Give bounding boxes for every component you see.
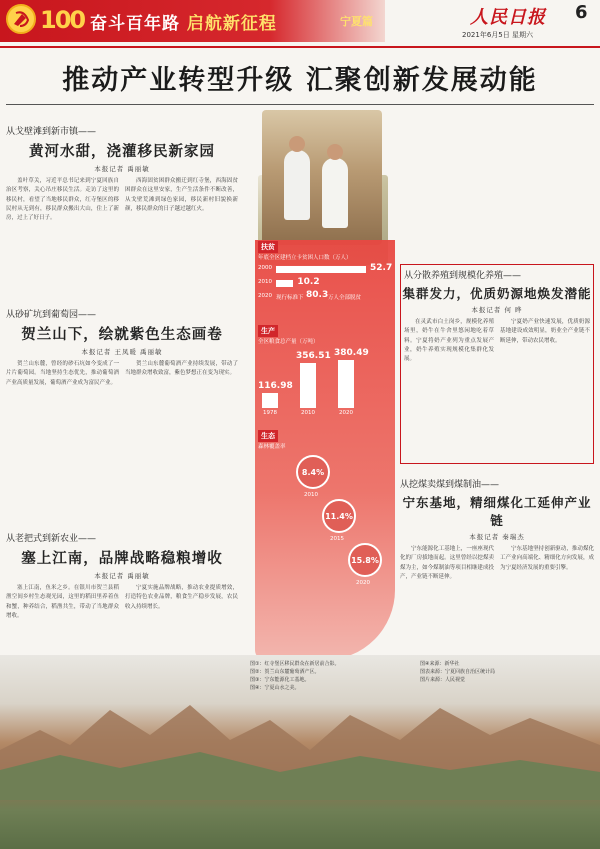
article-title: 集群发力，优质奶源地焕发潜能 xyxy=(402,286,592,301)
poverty-year-label: 2020 xyxy=(258,293,272,299)
infographic-band xyxy=(255,240,395,660)
forest-year-label: 2020 xyxy=(356,580,370,586)
forest-year-label: 2010 xyxy=(304,492,318,498)
article-kicker: 从分散养殖到规模化养殖—— xyxy=(404,271,522,281)
caption-4: 图④：宁夏山水之美。 xyxy=(250,685,300,691)
banner xyxy=(0,0,385,42)
poverty-value-label: 10.2 xyxy=(297,277,320,287)
credit-2: 图表来源：宁夏回族自治区统计局 xyxy=(420,669,496,675)
photo-person-head xyxy=(327,144,343,160)
forest-year-label: 2015 xyxy=(330,536,344,542)
photo-person xyxy=(322,158,348,228)
banner-title-b: 启航新征程 xyxy=(186,14,277,34)
article-title: 塞上江南，品牌战略稳粮增收 xyxy=(21,551,223,567)
photo-person xyxy=(284,150,310,220)
article-body: 贺兰山东麓葡萄酒产业持续发展，带动了当地群众增收致富，紫色梦想正在变为现实。 xyxy=(125,361,238,377)
grain-value-label: 380.49 xyxy=(334,348,369,358)
article-helan-mountain xyxy=(6,307,238,388)
forest-value-bubble: 15.8% xyxy=(348,543,382,577)
photo-farmer xyxy=(262,110,382,245)
graphic-tag-grain: 生产 xyxy=(258,325,278,337)
photo-credits xyxy=(420,660,495,684)
article-dairy xyxy=(400,268,594,364)
article-kicker: 从老把式到新农业—— xyxy=(6,534,97,544)
photo-caption xyxy=(250,660,340,692)
article-body: 宁东基地坚持创新驱动，推动煤化工产业向高端化、精细化方向发展，成为宁夏经济发展的重要引擎。 xyxy=(500,546,594,571)
mountain-silhouette xyxy=(0,690,600,800)
article-kicker: 从戈壁滩到新市镇—— xyxy=(6,127,97,137)
article-body: 宁夏实施品牌战略，推动农业提质增效，打造特色农业品牌，粮食生产稳步发展，农民收入持续增长。 xyxy=(125,585,238,610)
newspaper-logo: 人民日报 xyxy=(470,7,546,28)
graphic-caption-poverty: 年底全区建档立卡贫困人口数（万人） xyxy=(258,255,352,261)
banner-title xyxy=(90,9,277,34)
graphic-tag-poverty: 扶贫 xyxy=(258,241,278,253)
article-saishang-jiangnan xyxy=(6,531,238,621)
poverty-value-label: 52.7 xyxy=(370,263,393,273)
forest-value-bubble: 8.4% xyxy=(296,455,330,489)
grain-year-label: 1978 xyxy=(263,410,277,416)
article-ningdong xyxy=(400,477,594,582)
poverty-bar xyxy=(276,266,366,273)
article-body: 盖叶草关，习近平总书记来到宁夏回族自治区考察，关心吊庄移民生活。走访了这里的移民村，看望了当地移民群众，红寺堡区的移民村从无到有，移民群众搬出大山，住上了新房，过上了好日子。 xyxy=(6,178,119,222)
party-emblem-icon xyxy=(6,4,36,34)
article-kicker: 从挖煤卖煤到煤制油—— xyxy=(400,480,500,490)
article-body: 西海固贫困群众搬迁到红寺堡，西海固贫困群众在这里安家，生产生活条件不断改善，从戈壁荒滩到绿色家园，移民新村旧貌换新颜，移民群众的日子越过越红火。 xyxy=(125,178,238,212)
masthead-rule xyxy=(0,46,600,48)
masthead xyxy=(0,0,600,50)
centenary-number: 100 xyxy=(40,6,85,34)
article-byline: 本报记者 禹丽敏 xyxy=(94,572,150,580)
article-byline: 本报记者 禹丽敏 xyxy=(94,165,150,173)
caption-2: 图②：贺兰山东麓葡萄酒产区。 xyxy=(250,669,320,675)
grain-value-label: 116.98 xyxy=(258,381,293,392)
article-body: 贺兰山东麓，曾经的砂石坑如今变成了一片片葡萄园。当地坚持生态优先，推动葡萄酒产业高质量发展，葡萄酒产业成为富民产业。 xyxy=(6,361,119,386)
graphic-tag-forest: 生态 xyxy=(258,430,278,442)
article-yellow-river xyxy=(6,124,238,223)
poverty-bar xyxy=(276,280,293,287)
grain-year-label: 2020 xyxy=(339,410,353,416)
photo-person-head xyxy=(289,136,305,152)
poverty-note-pre: 现行标准下 xyxy=(276,295,304,301)
forest-value-bubble: 11.4% xyxy=(322,499,356,533)
article-byline: 本报记者 何 晔 xyxy=(471,306,523,314)
article-byline: 本报记者 王凤暖 禹丽敏 xyxy=(81,348,163,356)
article-title: 黄河水甜，浇灌移民新家园 xyxy=(29,144,215,160)
caption-3: 图③：宁东能源化工基地。 xyxy=(250,677,310,683)
article-body: 在灵武市白土岗乡，规模化养殖场里，奶牛在牛舍里悠闲地吃着草料。宁夏将奶产业列为重点发展产业，奶牛养殖实现规模化集群化发展。 xyxy=(404,319,494,363)
grain-year-label: 2010 xyxy=(301,410,315,416)
graphic-caption-forest: 森林覆盖率 xyxy=(258,444,286,450)
headline-rule xyxy=(6,104,594,105)
article-title: 宁东基地，精细煤化工延伸产业链 xyxy=(402,495,592,528)
banner-title-a: 奋斗百年路 xyxy=(90,14,180,34)
grain-bar xyxy=(338,360,354,408)
poverty-year-label: 2000 xyxy=(258,265,272,271)
article-byline: 本报记者 秦瑞杰 xyxy=(469,533,525,541)
banner-subtitle: 宁夏篇 xyxy=(340,15,373,28)
dateline: 2021年6月5日 星期六 xyxy=(462,31,533,39)
poverty-value-label: 80.3 xyxy=(306,290,329,300)
page-headline: 推动产业转型升级 汇聚创新发展动能 xyxy=(62,65,538,96)
poverty-note-post: 万人全部脱贫 xyxy=(328,295,362,301)
caption-1: 图①：红寺堡区移民群众在新居前合影。 xyxy=(250,661,340,667)
grain-bar xyxy=(300,363,316,408)
credit-3: 图片来源：人民视觉 xyxy=(420,677,466,683)
article-title: 贺兰山下，绘就紫色生态画卷 xyxy=(21,327,223,343)
page-number: 6 xyxy=(575,2,588,23)
grain-value-label: 356.51 xyxy=(296,351,331,362)
article-body: 塞上江南，鱼米之乡。在银川市贺兰县稻渔空间乡村生态观光园，这里的稻田里养着鱼和蟹，种养结合，稻渔共生，带动了当地群众增收。 xyxy=(6,585,119,619)
credit-1: 图④来源：新华社 xyxy=(420,661,460,667)
grain-bar xyxy=(262,393,278,408)
poverty-year-label: 2010 xyxy=(258,279,272,285)
article-body: 宁东能源化工基地上，一座座现代化的厂房拔地而起。这里曾经以挖煤卖煤为主，如今煤制油等项目相继建成投产，产业链不断延伸。 xyxy=(400,546,494,580)
article-kicker: 从砂矿坑到葡萄园—— xyxy=(6,310,97,320)
article-body: 宁夏奶产业快速发展，优质奶源基地建设成效明显，奶业全产业链不断延伸，带动农民增收。 xyxy=(500,319,590,344)
graphic-caption-grain: 全区粮食总产量（万吨） xyxy=(258,339,319,345)
